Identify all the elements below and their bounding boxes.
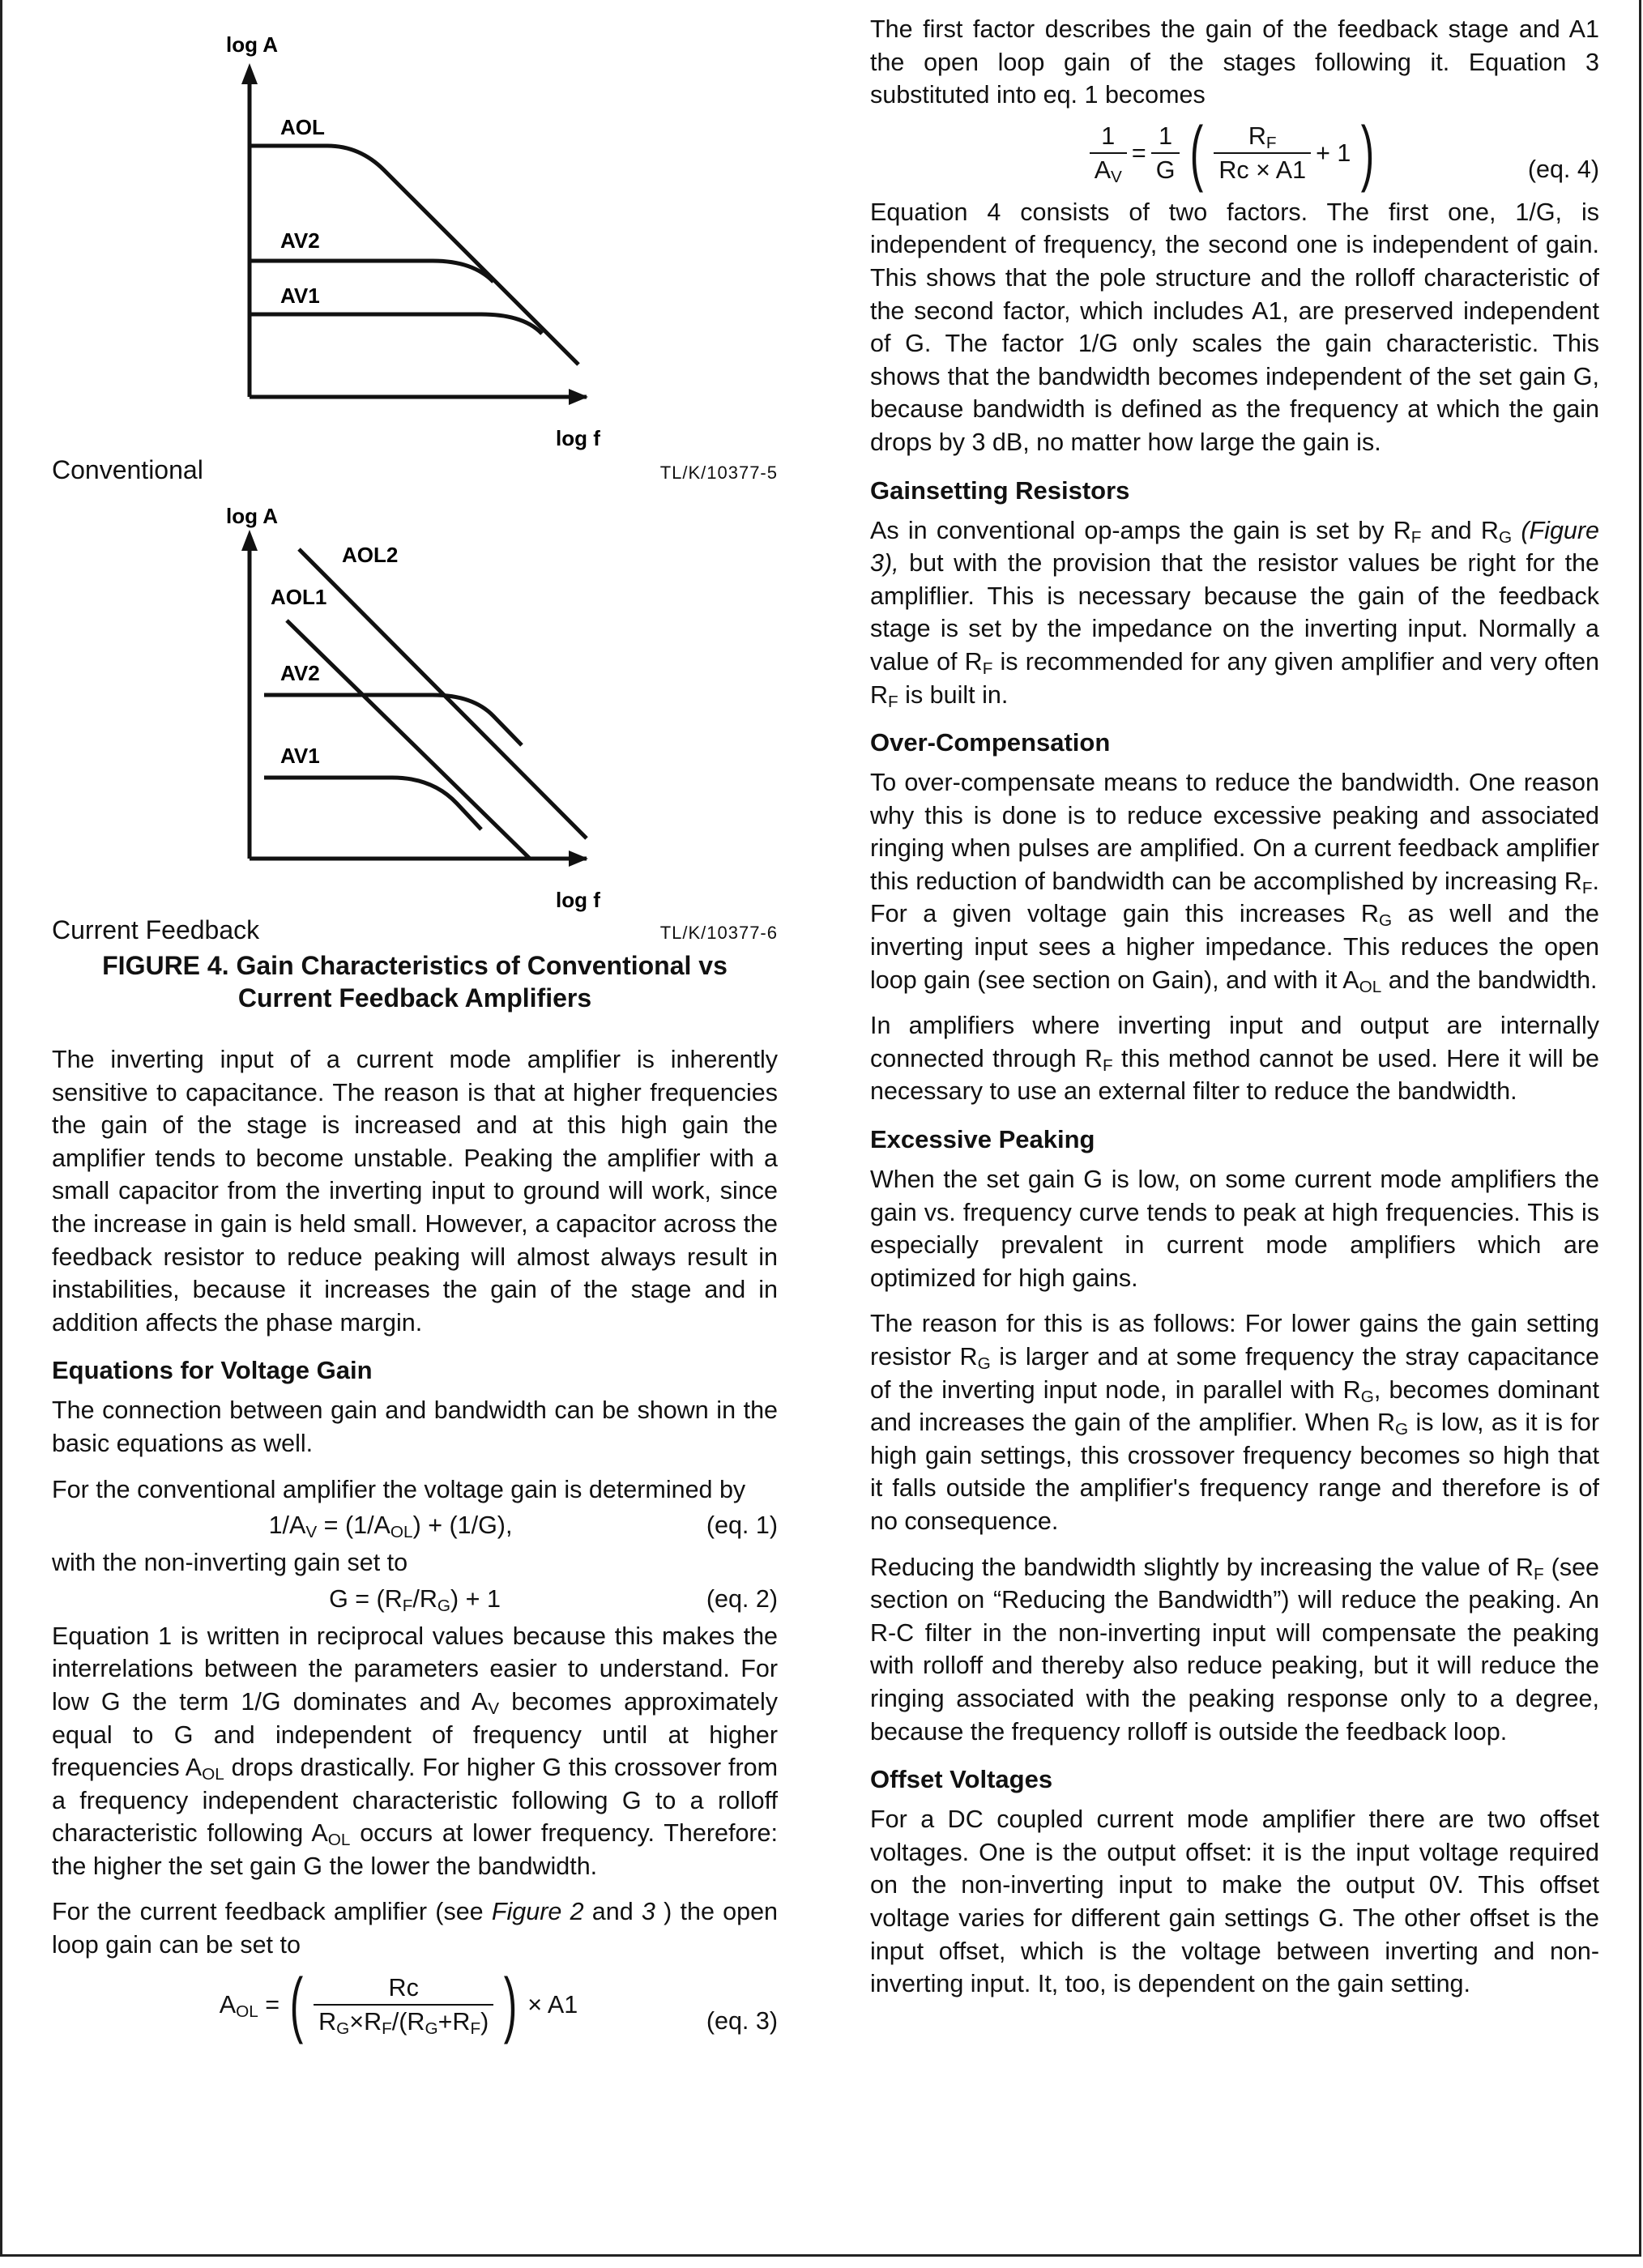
equation-4: $\frac{1}{A_V}$ = $\frac{1}{G}$ ( $\frac{R_F}{Rc \times A1}$ + 1 ) (eq. 4) bbox=[870, 117, 1599, 190]
curve-av1 bbox=[250, 314, 542, 334]
paragraph-reducing-bandwidth: Reducing the bandwidth slightly by increasing the value of $R_F$ (see section on “Reducing the Bandwidth”) will reduce the peaking. An R-C filter in the non-inverting input will compensate the peaking with rolloff and thereby also reduce peaking, but it will reduce the ringing associated with the peaking response only to a degree, because the frequency rolloff is outside the feedback loop. bbox=[870, 1553, 1599, 1746]
equation-1-label: (eq. 1) bbox=[706, 1511, 778, 1540]
curve-aol1 bbox=[287, 620, 530, 859]
paragraph-noninverting: with the non-inverting gain set to bbox=[52, 1549, 408, 1577]
paragraph-internal-rf: In amplifiers where inverting input and output are internally connected through $R_F$ this method cannot be used. Here it will be necessary to use an external filter to reduce the bandwidth. bbox=[870, 1012, 1599, 1106]
label-aol: AOL bbox=[280, 115, 325, 139]
label-av1: AV1 bbox=[280, 744, 320, 768]
paragraph-two-factors: Equation 4 consists of two factors. The first one, 1/G, is independent of frequency, the second one is independent of gain. This shows that the pole structure and the rolloff characteristic of the second factor, which includes A1, are preserved independent of G. The factor 1/G only scales the gain characteristic. This shows that the bandwidth becomes independent of the set gain G, because bandwidth is defined as the frequency at which the gain drops by 3 dB, no matter how large the gain is. bbox=[870, 198, 1599, 456]
figure-current-feedback bbox=[52, 502, 778, 1021]
caption-conventional: Conventional bbox=[52, 455, 203, 484]
paragraph-connection: The connection between gain and bandwidth can be shown in the basic equations as well. bbox=[52, 1396, 778, 1457]
left-column bbox=[52, 0, 779, 2045]
label-av2: AV2 bbox=[280, 661, 320, 685]
paragraph-offset: For a DC coupled current mode amplifier there are two offset voltages. One is the output offset: it is the input voltage required on the non-inverting input to make the output 0V. This offset voltage varies for different gain settings G. The other offset is the input offset, which is the voltage between inverting and non-inverting input. It, too, is dependent on the gain setting. bbox=[870, 1805, 1599, 1998]
paragraph-gainsetting: As in conventional op-amps the gain is set by $R_F$ and $R_G$ (Figure 3), but with the provision that the resistor values be right for the ampliflier. This is necessary because the gain of the feedback stage is set by the impedance on the inverting input. Normally a value of $R_F$ is recommended for any given amplifier and very often $R_F$ is built in. bbox=[870, 516, 1599, 711]
equation-2: $G = (R_F/R_G) + 1$ (eq. 2) bbox=[52, 1583, 778, 1615]
ref-code-6: TL/K/10377-6 bbox=[659, 923, 778, 943]
label-av2: AV2 bbox=[280, 228, 320, 253]
paragraph-current-feedback: For the current feedback amplifier (see Figure 2 and 3 ) the open loop gain can be set to bbox=[52, 1898, 779, 1959]
heading-offset-voltages: Offset Voltages bbox=[870, 1765, 1053, 1794]
heading-excessive-peaking: Excessive Peaking bbox=[870, 1125, 1095, 1154]
right-body bbox=[870, 13, 1599, 2014]
paragraph-over-compensation: To over-compensate means to reduce the bandwidth. One reason why this is done is to reduce excessive peaking and associated ringing when pulses are amplified. On a current feedback amplifier this reduction of bandwidth can be accomplished by increasing $R_F$. For a given voltage gain this increases $R_G$ as well and the inverting input sees a higher impedance. This reduces the open loop gain (see section on Gain), and with it $A_{OL}$ and the bandwidth. bbox=[870, 769, 1600, 996]
label-aol1: AOL1 bbox=[271, 585, 327, 609]
curve-av2 bbox=[250, 261, 493, 282]
heading-equations: Equations for Voltage Gain bbox=[52, 1356, 373, 1385]
figure-conventional bbox=[52, 0, 778, 502]
heading-over-compensation: Over-Compensation bbox=[870, 728, 1111, 757]
x-axis-label: log f bbox=[556, 426, 600, 450]
curve-av1 bbox=[264, 778, 481, 829]
paragraph-first-factor: The first factor describes the gain of the feedback stage and A1 the open loop gain of the stages following it. Equation 3 substituted into eq. 1 becomes bbox=[870, 15, 1599, 109]
heading-gainsetting: Gainsetting Resistors bbox=[870, 475, 1130, 505]
ref-code-5: TL/K/10377-5 bbox=[659, 463, 778, 483]
curve-av2 bbox=[264, 695, 522, 745]
paragraph-peaking-reason: The reason for this is as follows: For lower gains the gain setting resistor $R_G$ is larger and at some frequency the stray capacitance of the inverting input node, in parallel with $R_G$, becomes dominant and increases the gain of the amplifier. When $R_G$ is low, as it is for high gain settings, this crossover frequency becomes so high that it falls outside the amplifier's frequency range and therefore is of no consequence. bbox=[870, 1310, 1599, 1535]
y-axis-label: log A bbox=[226, 32, 279, 57]
equation-3-label: (eq. 3) bbox=[706, 2006, 778, 2035]
paragraph-conventional-gain: For the conventional amplifier the voltage gain is determined by bbox=[52, 1475, 746, 1503]
figure-title-line-1: FIGURE 4. Gain Characteristics of Conventional vs bbox=[102, 951, 728, 980]
chart-conventional bbox=[52, 0, 778, 502]
label-av1: AV1 bbox=[280, 284, 320, 308]
equation-1: $1/A_V = (1/A_{OL}) + (1/G)$, (eq. 1) bbox=[52, 1509, 778, 1541]
equation-3: $A_{OL}$ = ( $\frac{Rc}{R_G\times R_F/(R_G+R_F)}$ ) × A1 (eq. 3) bbox=[219, 1963, 778, 2045]
figure-title-line-2: Current Feedback Amplifiers bbox=[237, 983, 592, 1013]
x-axis-label: log f bbox=[556, 888, 600, 912]
curve-aol bbox=[250, 146, 578, 364]
y-axis-arrow bbox=[241, 530, 258, 551]
equation-2-label: (eq. 2) bbox=[706, 1584, 778, 1613]
caption-row-conventional bbox=[52, 455, 778, 485]
x-axis-arrow bbox=[569, 389, 588, 405]
label-aol2: AOL2 bbox=[342, 543, 399, 567]
paragraph-reciprocal: Equation 1 is written in reciprocal values because this makes the interrelations between the parameters easier to understand. For low G the term 1/G dominates and $A_V$ becomes approximately equal to G and independent of frequency until at higher frequencies $A_{OL}$ drops drastically. For higher G this crossover from a frequency independent characteristic following G to a rolloff characteristic following $A_{OL}$ occurs at lower frequency. Therefore: the higher the set gain G the lower the bandwidth. bbox=[52, 1622, 778, 1880]
paragraph-peaking: When the set gain G is low, on some current mode amplifiers the gain vs. frequency curve tends to peak at high frequencies. This is especially prevalent in current mode amplifiers which are optimized for high gains. bbox=[870, 1166, 1599, 1292]
paragraph-capacitance: The inverting input of a current mode amplifier is inherently sensitive to capacitance. The reason is that at higher frequencies the gain of the stage is increased and at this high gain the amplifier tends to become unstable. Peaking the amplifier with a small capacitor from the inverting input to ground will work, since the increase in gain is held small. However, a capacitor across the feedback resistor to reduce peaking will almost always result in instabilities, because it increases the gain of the stage and in addition affects the phase margin. bbox=[52, 1046, 778, 1336]
y-axis-arrow bbox=[241, 63, 258, 84]
y-axis-label: log A bbox=[226, 504, 279, 528]
caption-current-feedback: Current Feedback bbox=[52, 915, 260, 944]
equation-4-label: (eq. 4) bbox=[1527, 155, 1599, 183]
left-body bbox=[52, 1043, 778, 2046]
caption-row-current-feedback bbox=[52, 915, 778, 945]
chart-current-feedback bbox=[52, 502, 778, 956]
x-axis-arrow bbox=[569, 850, 588, 867]
figure-title bbox=[52, 949, 778, 1014]
